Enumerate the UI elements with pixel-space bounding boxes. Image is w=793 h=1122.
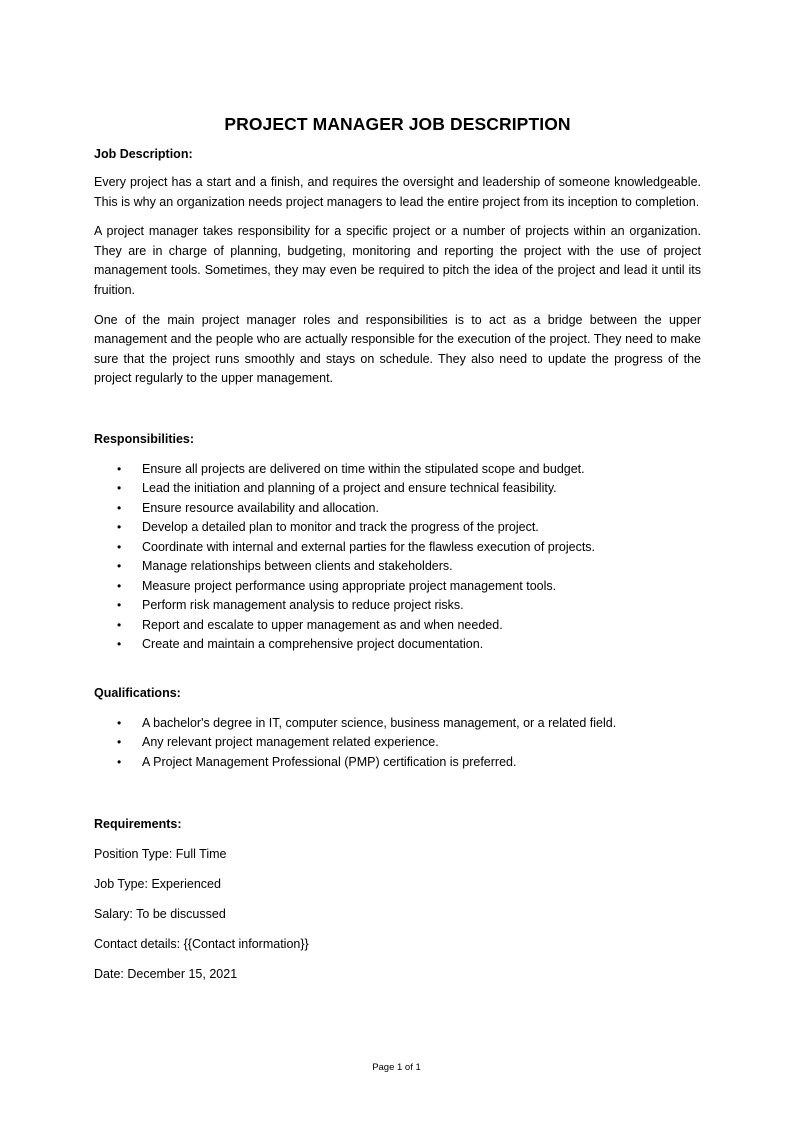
bullet-icon: •: [117, 461, 122, 476]
job-description-heading: Job Description:: [94, 147, 193, 161]
salary: Salary: To be discussed: [94, 907, 226, 922]
list-item-text: Manage relationships between clients and stakeholders.: [142, 559, 453, 574]
bullet-icon: •: [117, 754, 122, 769]
position-type: Position Type: Full Time: [94, 847, 227, 862]
bullet-icon: •: [117, 637, 122, 652]
list-item-text: Coordinate with internal and external parties for the flawless execution of projects.: [142, 539, 596, 554]
list-item-text: Ensure all projects are delivered on time within the stipulated scope and budget.: [142, 461, 585, 476]
bullet-icon: •: [117, 559, 122, 574]
bullet-icon: •: [117, 500, 122, 515]
list-item: [94, 499, 701, 519]
document-date: Date: December 15, 2021: [94, 967, 238, 982]
list-item-text: Any relevant project management related experience.: [142, 735, 439, 750]
list-item: [94, 518, 701, 538]
bullet-icon: •: [117, 735, 122, 750]
document-body: [94, 114, 701, 982]
list-item-text: Perform risk management analysis to reduce project risks.: [142, 598, 464, 613]
list-item: [94, 557, 701, 577]
job-type: Job Type: Experienced: [94, 877, 221, 892]
list-item-text: A bachelor's degree in IT, computer science, business management, or a related field.: [142, 715, 617, 730]
list-item-text: Report and escalate to upper management as and when needed.: [142, 617, 503, 632]
job-description-paragraph-1: Every project has a start and a finish, and requires the oversight and leadership of someone knowledgeable. This is why an organization needs project managers to lead the entire project from its inception to completion.: [94, 175, 701, 209]
list-item: [94, 538, 701, 558]
list-item-text: Develop a detailed plan to monitor and track the progress of the project.: [142, 520, 539, 535]
list-item: [94, 733, 701, 753]
list-item-text: Measure project performance using appropriate project management tools.: [142, 578, 557, 593]
list-item: [94, 753, 701, 773]
qualifications-heading: Qualifications:: [94, 685, 181, 700]
bullet-icon: •: [117, 520, 122, 535]
list-item-text: Lead the initiation and planning of a project and ensure technical feasibility.: [142, 481, 557, 496]
contact-details: Contact details: {{Contact information}}: [94, 937, 309, 952]
list-item-text: Ensure resource availability and allocation.: [142, 500, 379, 515]
job-description-paragraph-3: One of the main project manager roles and responsibilities is to act as a bridge between the upper management and the people who are actually responsible for the execution of the project. They need to make sure that the project runs smoothly and stays on schedule. They also need to update the progress of the project regularly to the upper management.: [94, 312, 701, 386]
page-number-footer: Page 1 of 1: [372, 1062, 421, 1073]
list-item: [94, 460, 701, 480]
requirements-heading: Requirements:: [94, 817, 182, 832]
responsibilities-list: [94, 460, 701, 655]
bullet-icon: •: [117, 598, 122, 613]
job-description-paragraph-2: A project manager takes responsibility for a specific project or a number of projects within an organization. They are in charge of planning, budgeting, monitoring and reporting the project with the use of project management tools. Sometimes, they may even be required to pitch the idea of the project and lead it until its fruition.: [94, 224, 701, 297]
bullet-icon: •: [117, 481, 122, 496]
list-item: [94, 577, 701, 597]
bullet-icon: •: [117, 715, 122, 730]
list-item-text: Create and maintain a comprehensive project documentation.: [142, 637, 484, 652]
responsibilities-heading: Responsibilities:: [94, 431, 195, 446]
list-item: [94, 714, 701, 734]
document-title: PROJECT MANAGER JOB DESCRIPTION: [224, 114, 571, 134]
bullet-icon: •: [117, 539, 122, 554]
list-item: [94, 479, 701, 499]
bullet-icon: •: [117, 617, 122, 632]
list-item: [94, 635, 701, 655]
qualifications-list: [94, 714, 701, 773]
list-item-text: A Project Management Professional (PMP) certification is preferred.: [142, 754, 517, 769]
list-item: [94, 616, 701, 636]
bullet-icon: •: [117, 578, 122, 593]
list-item: [94, 596, 701, 616]
